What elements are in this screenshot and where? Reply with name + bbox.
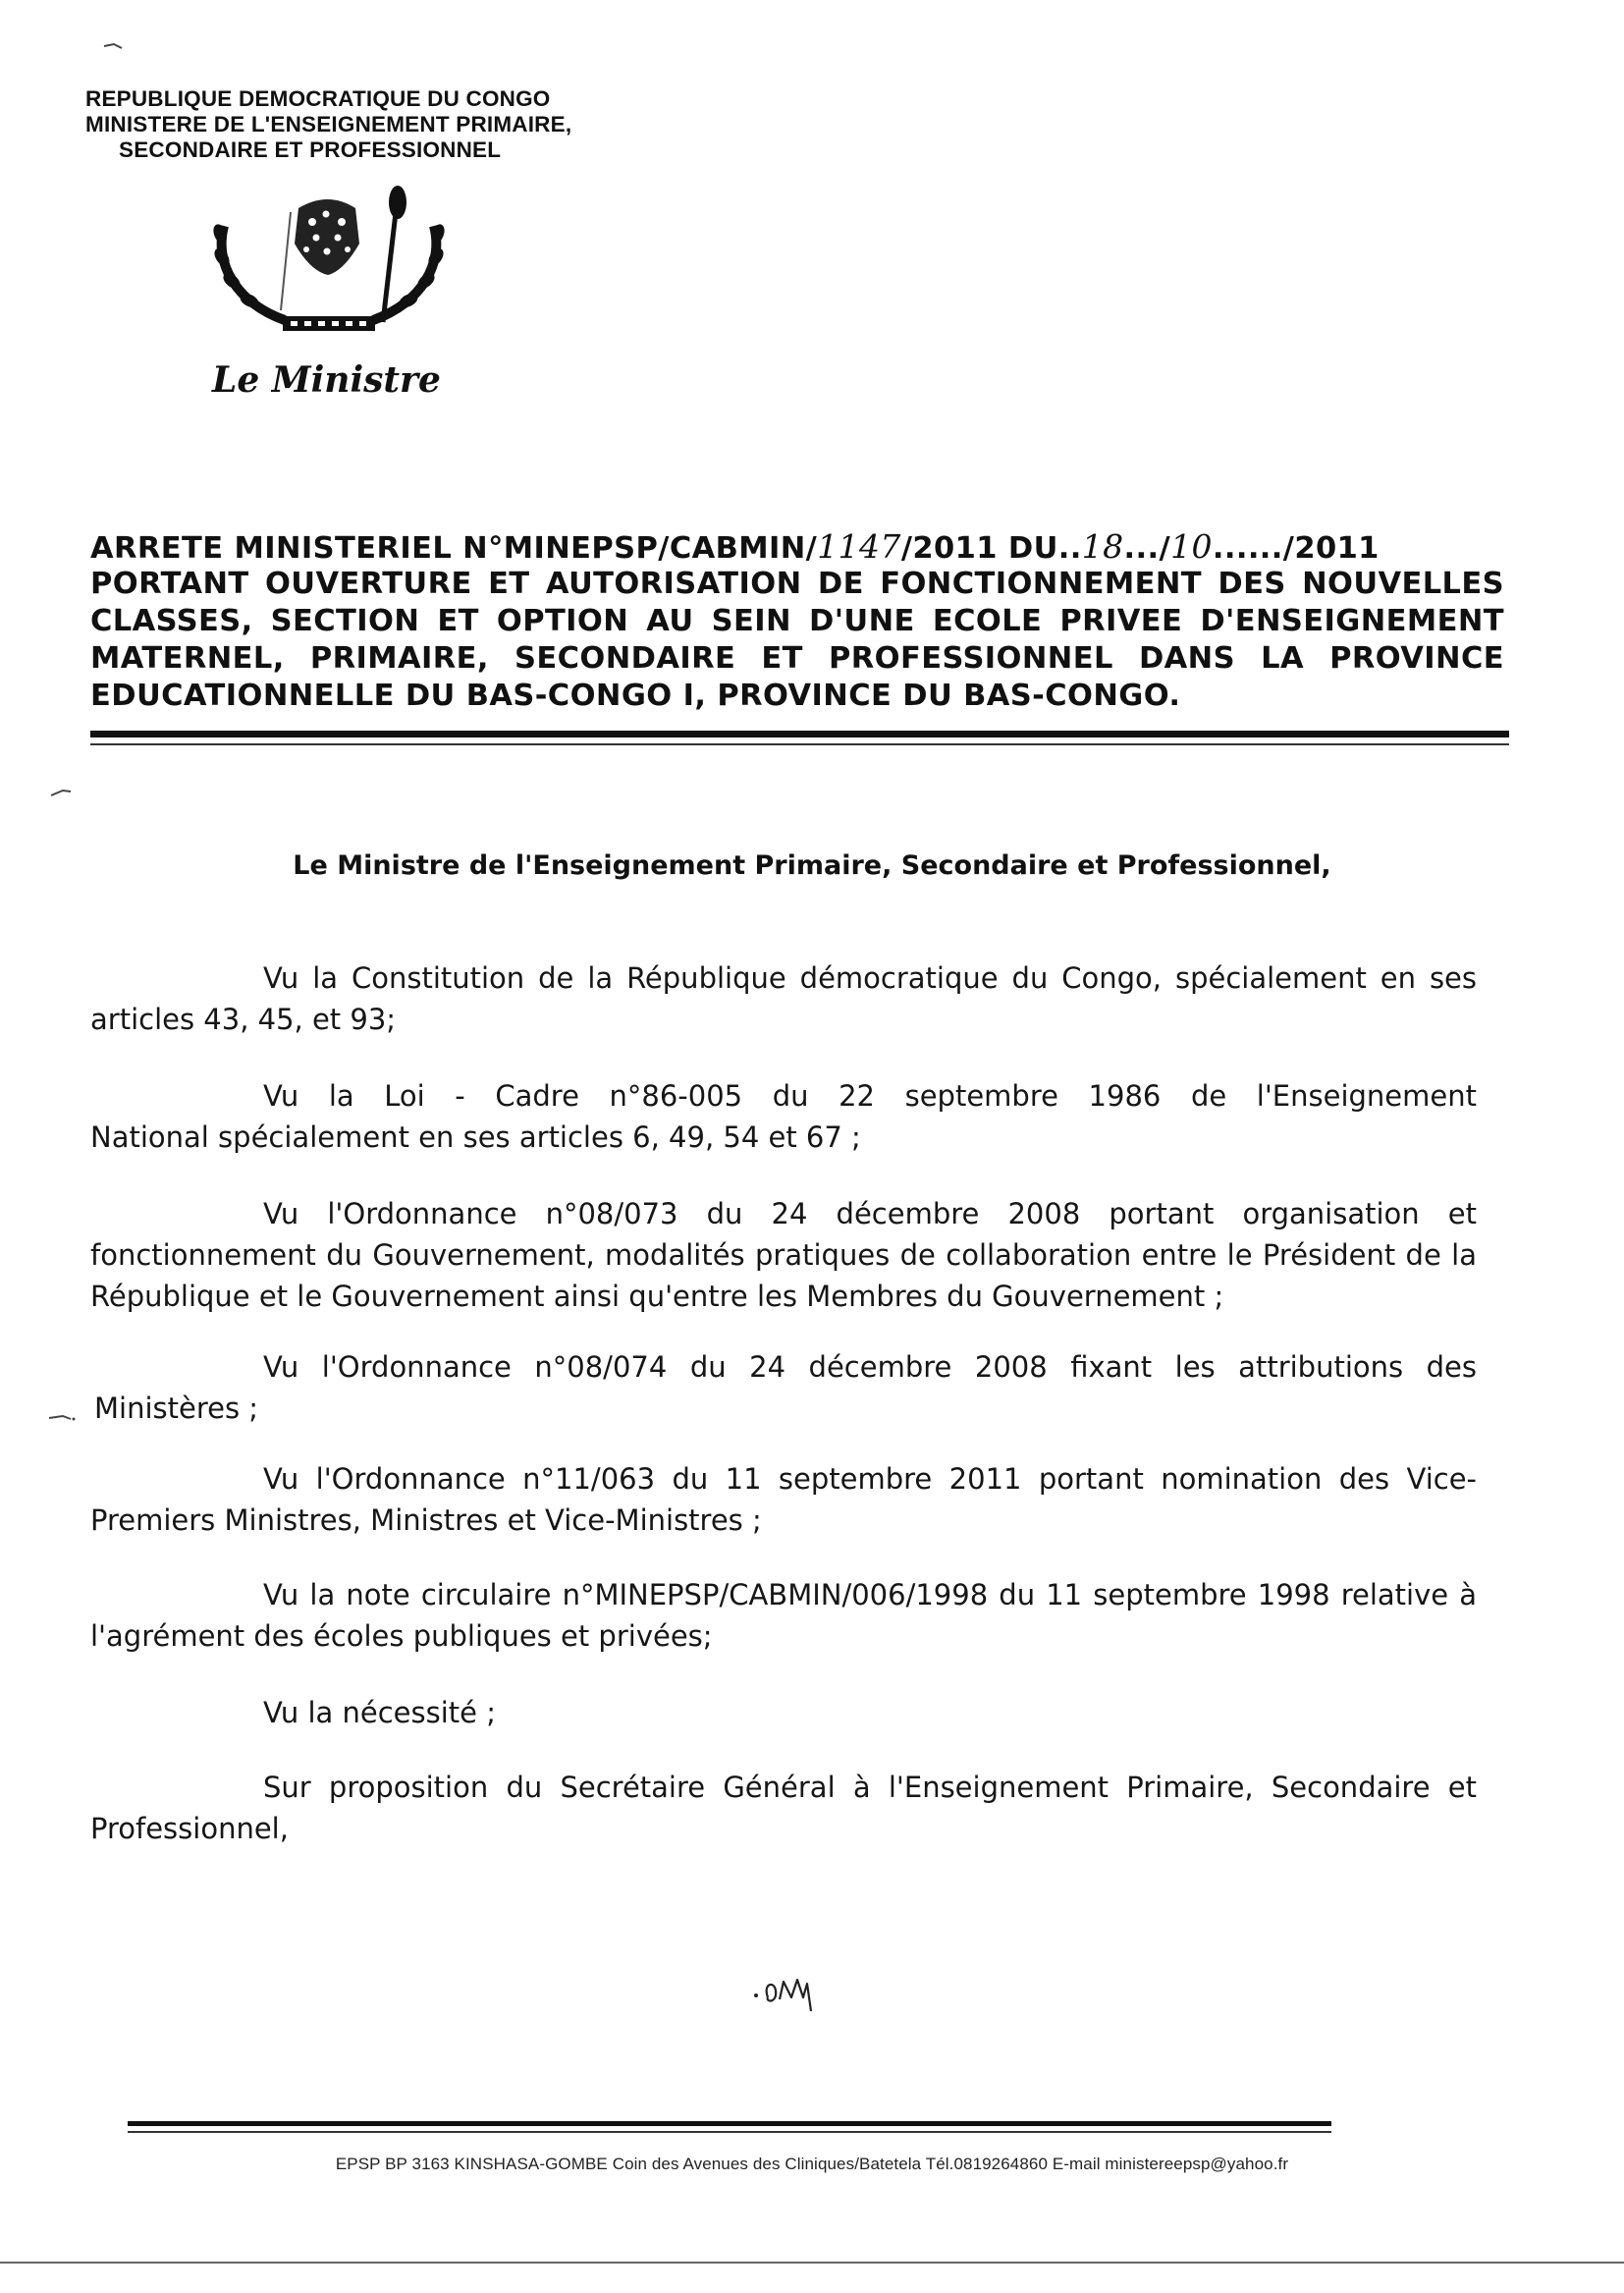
- consideration-continuation: fonctionnement du Gouvernement, modalités pratiques de collaboration entre le Président de la: [90, 1238, 1477, 1272]
- consideration-first-line: Vu l'Ordonnance n°11/063 du 11 septembre 2011 portant nomination des Vice-: [263, 1462, 1477, 1496]
- consideration-continuation: Premiers Ministres, Ministres et Vice-Ministres ;: [90, 1503, 762, 1537]
- decree-subject-line: EDUCATIONNELLE DU BAS-CONGO I, PROVINCE DU BAS-CONGO.: [90, 679, 1181, 713]
- consideration-first-line: Vu la nécessité ;: [263, 1696, 496, 1729]
- decree-month-handwritten: 10: [1170, 527, 1213, 566]
- scan-speck: [47, 1410, 77, 1424]
- consideration-first-line: Vu la note circulaire n°MINEPSP/CABMIN/006/1998 du 11 septembre 1998 relative à: [263, 1578, 1477, 1611]
- consideration-continuation: Ministères ;: [94, 1392, 259, 1425]
- decree-year: /2011: [1282, 531, 1380, 566]
- decree-date-separator: /: [1159, 531, 1171, 566]
- decree-day-handwritten: 18: [1081, 527, 1124, 566]
- minister-heading: Le Ministre de l'Enseignement Primaire, Secondaire et Professionnel,: [293, 850, 1331, 881]
- ministry-name-continued: SECONDAIRE ET PROFESSIONNEL: [119, 137, 502, 162]
- decree-subject-line: CLASSES, SECTION ET OPTION AU SEIN D'UNE ECOLE PRIVEE D'ENSEIGNEMENT: [90, 604, 1504, 638]
- title-rule-thin: [90, 743, 1509, 745]
- consideration-continuation: National spécialement en ses articles 6, 49, 54 et 67 ;: [90, 1120, 861, 1154]
- consideration-continuation: articles 43, 45, et 93;: [90, 1003, 397, 1036]
- coat-of-arms-icon: [196, 185, 461, 342]
- title-rule: [90, 731, 1509, 737]
- decree-number-line: ARRETE MINISTERIEL N°MINEPSP/CABMIN/1147/2011 DU..18.../10....../2011: [90, 527, 1380, 566]
- footer-address: EPSP BP 3163 KINSHASA-GOMBE Coin des Avenues des Cliniques/Batetela Tél.0819264860 E-mail ministereepsp@yahoo.fr: [335, 2155, 1289, 2173]
- decree-subject-line: MATERNEL, PRIMAIRE, SECONDAIRE ET PROFESSIONNEL DANS LA PROVINCE: [90, 641, 1504, 676]
- consideration-first-line: Vu l'Ordonnance n°08/074 du 24 décembre 2008 fixant les attributions des: [263, 1350, 1477, 1384]
- footer-rule-thin: [128, 2131, 1331, 2133]
- consideration-continuation: Professionnel,: [90, 1812, 289, 1845]
- handwritten-initials: [752, 1968, 825, 2017]
- consideration-first-line: Vu la Loi - Cadre n°86-005 du 22 septembre 1986 de l'Enseignement: [263, 1079, 1477, 1113]
- consideration-continuation: République et le Gouvernement ainsi qu'entre les Membres du Gouvernement ;: [90, 1280, 1224, 1313]
- footer-rule: [128, 2121, 1331, 2126]
- decree-number-handwritten: 1147: [817, 527, 901, 566]
- signatory-title: Le Ministre: [212, 359, 441, 401]
- scan-edge-line: [0, 2262, 1624, 2264]
- consideration-continuation: l'agrément des écoles publiques et privées;: [90, 1619, 713, 1653]
- scan-speck: [102, 39, 130, 53]
- consideration-first-line: Sur proposition du Secrétaire Général à l'Enseignement Primaire, Secondaire et: [263, 1771, 1477, 1804]
- consideration-first-line: Vu la Constitution de la République démocratique du Congo, spécialement en ses: [263, 961, 1477, 995]
- consideration-first-line: Vu l'Ordonnance n°08/073 du 24 décembre 2008 portant organisation et: [263, 1197, 1477, 1230]
- decree-subject-line: PORTANT OUVERTURE ET AUTORISATION DE FONCTIONNEMENT DES NOUVELLES: [90, 567, 1504, 601]
- decree-number-separator: /2011 DU: [900, 531, 1058, 566]
- scan-speck: [49, 786, 75, 799]
- country-name: REPUBLIQUE DEMOCRATIQUE DU CONGO: [85, 86, 551, 111]
- decree-number-prefix: ARRETE MINISTERIEL N°MINEPSP/CABMIN/: [90, 531, 818, 566]
- ministry-name: MINISTERE DE L'ENSEIGNEMENT PRIMAIRE,: [85, 112, 572, 136]
